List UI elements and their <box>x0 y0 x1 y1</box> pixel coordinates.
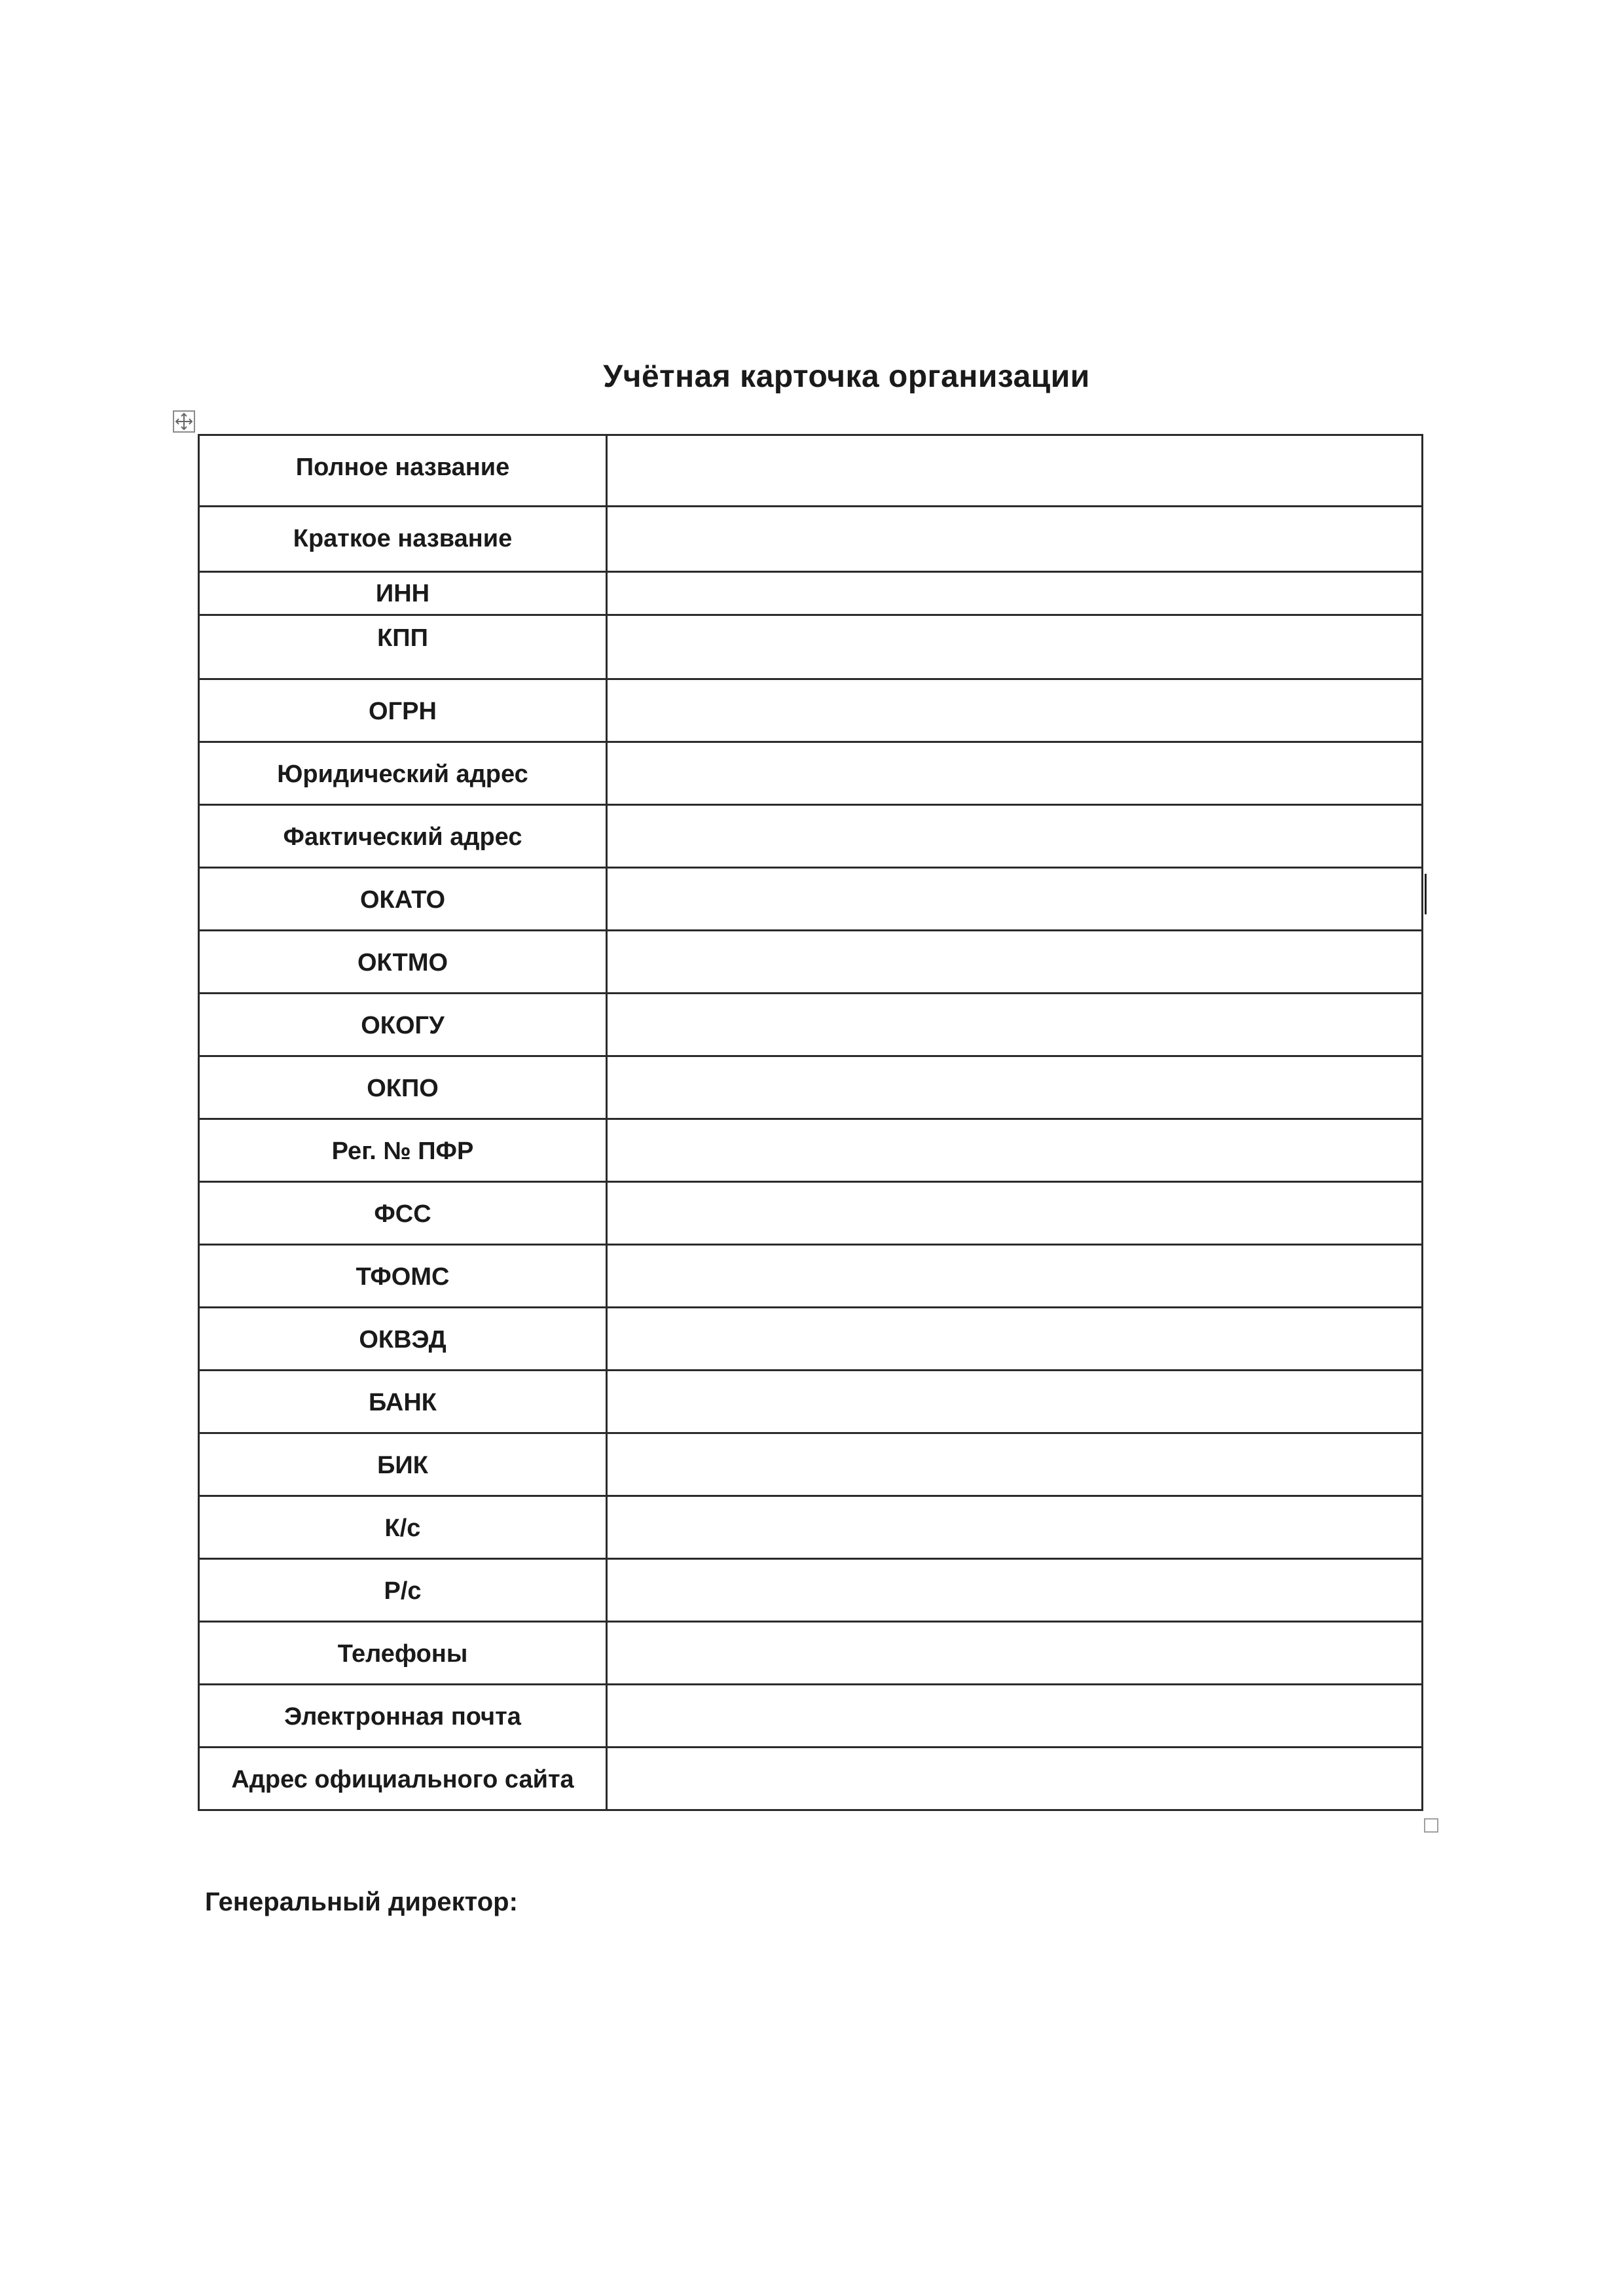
organization-card-table <box>198 434 1423 1811</box>
table-row <box>199 1056 1423 1119</box>
row-value-field[interactable] <box>607 1245 1423 1308</box>
row-value-field[interactable] <box>607 994 1423 1056</box>
row-label: К/с <box>199 1496 607 1559</box>
table-row <box>199 1685 1423 1748</box>
row-label: ФСС <box>199 1182 607 1245</box>
table-move-icon[interactable] <box>173 410 195 433</box>
row-value-field[interactable] <box>607 1308 1423 1371</box>
row-value-field[interactable] <box>607 1056 1423 1119</box>
table-row <box>199 931 1423 994</box>
row-label: Юридический адрес <box>199 742 607 805</box>
row-value-field[interactable] <box>607 868 1423 931</box>
row-label: БИК <box>199 1433 607 1496</box>
text-cursor <box>1425 874 1427 914</box>
row-label: Краткое название <box>199 507 607 572</box>
row-label: Адрес официального сайта <box>199 1748 607 1810</box>
table-row <box>199 1371 1423 1433</box>
row-label: ИНН <box>199 572 607 615</box>
row-value-field[interactable] <box>607 1559 1423 1622</box>
row-label: ОКТМО <box>199 931 607 994</box>
table-row <box>199 805 1423 868</box>
row-value-field[interactable] <box>607 1622 1423 1685</box>
row-value-field[interactable] <box>607 1685 1423 1748</box>
page-title: Учётная карточка организации <box>603 359 1090 394</box>
row-label: ОГРН <box>199 679 607 742</box>
table-row <box>199 435 1423 507</box>
row-value-field[interactable] <box>607 1119 1423 1182</box>
row-value-field[interactable] <box>607 1371 1423 1433</box>
table-resize-icon[interactable] <box>1424 1818 1438 1833</box>
table-row <box>199 1496 1423 1559</box>
table-row <box>199 1119 1423 1182</box>
general-director-label: Генеральный директор: <box>205 1888 518 1916</box>
row-value-field[interactable] <box>607 931 1423 994</box>
row-value-field[interactable] <box>607 679 1423 742</box>
table-row <box>199 1622 1423 1685</box>
row-label: Электронная почта <box>199 1685 607 1748</box>
row-label: КПП <box>199 615 607 679</box>
table-row <box>199 679 1423 742</box>
row-label: Полное название <box>199 435 607 507</box>
row-value-field[interactable] <box>607 1182 1423 1245</box>
row-value-field[interactable] <box>607 742 1423 805</box>
row-label: БАНК <box>199 1371 607 1433</box>
row-label: Фактический адрес <box>199 805 607 868</box>
row-value-field[interactable] <box>607 805 1423 868</box>
table-row <box>199 572 1423 615</box>
table-row <box>199 1559 1423 1622</box>
row-label: ТФОМС <box>199 1245 607 1308</box>
row-label: Р/с <box>199 1559 607 1622</box>
row-label: Телефоны <box>199 1622 607 1685</box>
row-value-field[interactable] <box>607 572 1423 615</box>
row-label: ОКВЭД <box>199 1308 607 1371</box>
table-row <box>199 1245 1423 1308</box>
row-label: Рег. № ПФР <box>199 1119 607 1182</box>
table-row <box>199 1748 1423 1810</box>
row-value-field[interactable] <box>607 615 1423 679</box>
row-value-field[interactable] <box>607 1748 1423 1810</box>
table-row <box>199 1182 1423 1245</box>
row-value-field[interactable] <box>607 1496 1423 1559</box>
table-row <box>199 742 1423 805</box>
row-label: ОКПО <box>199 1056 607 1119</box>
table-row <box>199 994 1423 1056</box>
row-label: ОКАТО <box>199 868 607 931</box>
table-row <box>199 1308 1423 1371</box>
table-row <box>199 615 1423 679</box>
table-row <box>199 1433 1423 1496</box>
table-row <box>199 507 1423 572</box>
table-row <box>199 868 1423 931</box>
row-label: ОКОГУ <box>199 994 607 1056</box>
row-value-field[interactable] <box>607 1433 1423 1496</box>
row-value-field[interactable] <box>607 507 1423 572</box>
row-value-field[interactable] <box>607 435 1423 507</box>
